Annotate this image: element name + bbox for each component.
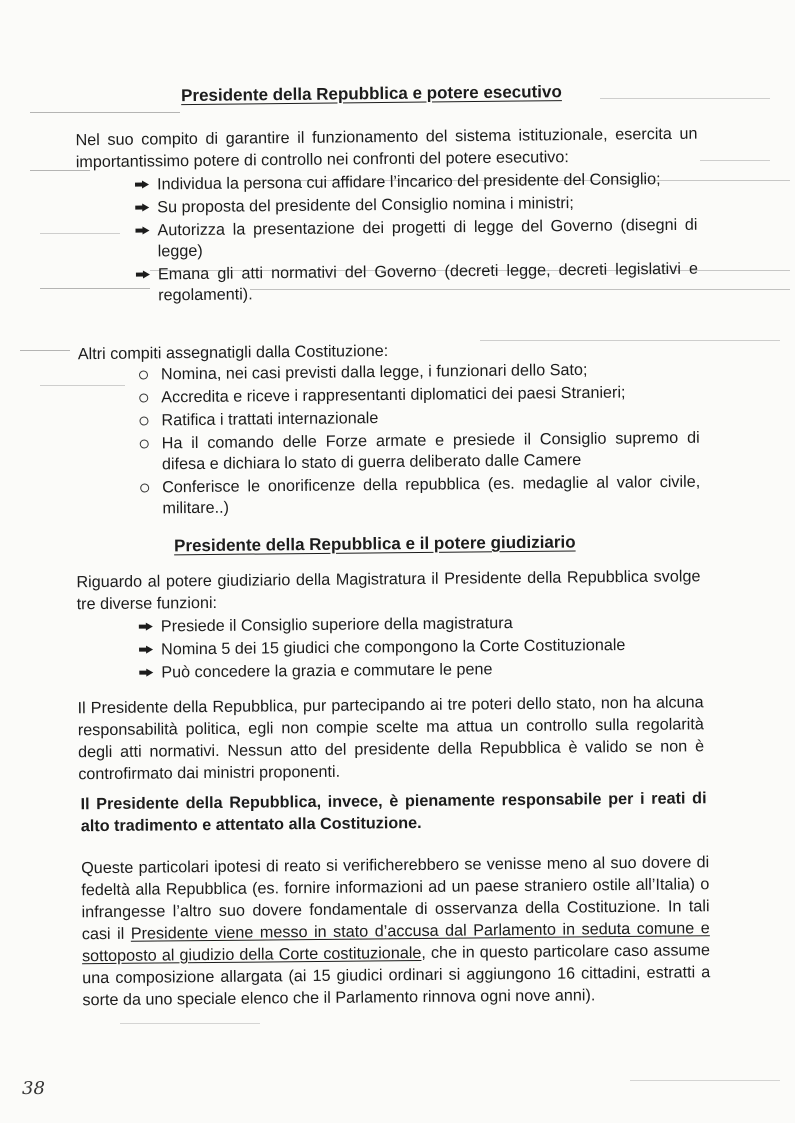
arrow-bullet-icon — [139, 623, 153, 631]
list-item: Individua la persona cui affidare l’incarico del presidente del Consiglio; — [157, 169, 697, 196]
section-intro: Riguardo al potere giudiziario della Magistratura il Presidente della Repubblica svolge tre diverse funzioni: — [76, 567, 701, 614]
page-number: 38 — [22, 1078, 45, 1099]
list-item: Accredita e riceve i rappresentanti diplomatici dei paesi Stranieri; — [161, 382, 699, 409]
arrow-bullet-icon — [136, 270, 150, 278]
section-intro: Nel suo compito di garantire il funzionamento del sistema istituzionale, esercita un importantissimo potere di controllo nei confronti del potere esecutivo: — [75, 124, 698, 172]
list-item: Nomina, nei casi previsti dalla legge, i funzionari dello Sato; — [161, 359, 699, 386]
list-item: Ha il comando delle Forze armate e presiede il Consiglio supremo di difesa e dichiara lo stato di guerra deliberato dalle Camere — [162, 428, 700, 476]
list-item: Su proposta del presidente del Consiglio nomina i ministri; — [157, 192, 697, 219]
section-executive — [0, 80, 795, 518]
list-item: Nomina 5 dei 15 giudici che compongono la Corte Costituzionale — [161, 634, 701, 660]
list-item: Autorizza la presentazione dei progetti di legge del Governo (disegni di legge) — [157, 215, 697, 263]
other-duties-list — [161, 359, 701, 520]
circle-bullet-icon — [139, 393, 148, 402]
list-item: Presiede il Consiglio superiore della magistratura — [161, 611, 701, 637]
arrow-bullet-icon — [135, 203, 149, 211]
list-item: Può concedere la grazia e commutare le pene — [161, 657, 701, 683]
section-judicial — [0, 530, 795, 1010]
executive-powers-list — [157, 169, 698, 307]
responsibility-paragraph: Il Presidente della Repubblica, pur partecipando ai tre poteri dello stato, non ha alcuna responsabilità politica, egli non compie scelte ma attua un controllo sulla regolarità degli atti normativi. Nessun atto del presidente della Repubblica è valido se non è controfirmato dai ministri proponenti. — [77, 693, 705, 784]
arrow-bullet-icon — [135, 180, 149, 188]
list-item: Emana gli atti normativi del Governo (decreti legge, decreti legislativi e regolamenti). — [158, 259, 698, 307]
circle-bullet-icon — [140, 439, 149, 448]
arrow-bullet-icon — [135, 226, 149, 234]
arrow-bullet-icon — [139, 646, 153, 654]
section-title: Presidente della Repubblica e il potere giudiziario — [173, 532, 576, 556]
arrow-bullet-icon — [139, 669, 153, 677]
section-title: Presidente della Repubblica e potere esecutivo — [180, 82, 562, 106]
circle-bullet-icon — [139, 416, 148, 425]
impeachment-paragraph: Queste particolari ipotesi di reato si verificherebbero se venisse meno al suo dovere di fedeltà alla Repubblica (es. fornire informazioni ad un paese straniero ostile all’Italia) o infrangesse l’altro suo dovere fondamentale di osservanza della Costituzione. In tali casi il Presidente viene messo in stato d’accusa dal Parlamento in seduta comune e sottoposto al giudizio della Corte costituzionale, che in questo particolare caso assume una composizione allargata (ai 15 giudici ordinari si aggiungono 16 cittadini, estratti a sorte da uno speciale elenco che il Parlamento rinnova ogni nove anni). — [81, 853, 711, 1010]
circle-bullet-icon — [140, 483, 149, 492]
list-item: Ratifica i trattati internazionale — [161, 405, 699, 432]
liability-paragraph: Il Presidente della Repubblica, invece, è pienamente responsabile per i reati di alto tradimento e attentato alla Costituzione. — [80, 789, 707, 836]
list-item: Conferisce le onorificenze della repubblica (es. medaglie al valor civile, militare..) — [162, 472, 700, 520]
judicial-functions-list — [161, 611, 702, 683]
other-duties-intro: Altri compiti assegnatigli dalla Costituzione: — [77, 341, 389, 364]
circle-bullet-icon — [139, 370, 148, 379]
